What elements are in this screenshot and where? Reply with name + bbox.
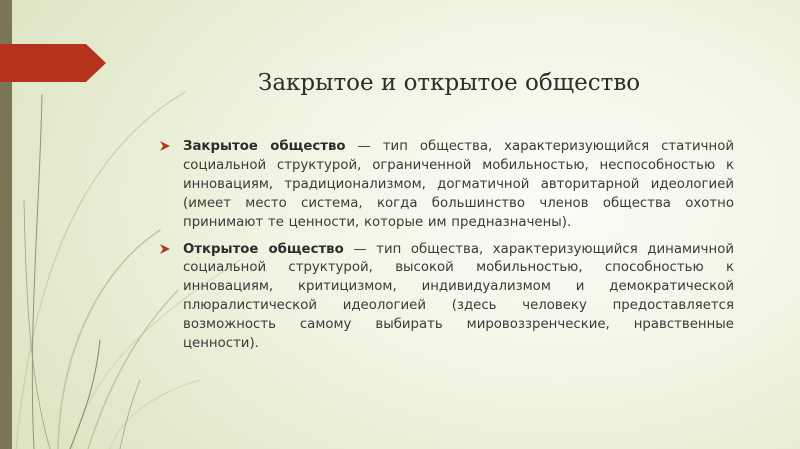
open-society-term: Открытое общество bbox=[183, 241, 344, 257]
slide-title: Закрытое и открытое общество bbox=[258, 70, 641, 96]
list-item-open-society bbox=[160, 241, 734, 354]
closed-society-paragraph bbox=[183, 138, 734, 233]
red-pennant-icon bbox=[0, 44, 106, 82]
open-society-paragraph bbox=[183, 241, 734, 354]
arrow-bullet-icon bbox=[160, 244, 170, 254]
closed-society-term: Закрытое общество bbox=[183, 139, 346, 154]
content-list bbox=[160, 138, 734, 362]
open-society-definition: — тип общества, характеризующийся динамичной социальной структурой, высокой мобильностью, способностью к инновациям, критицизмом, индивидуализмом и демократической плюралистической идеологией (здесь человеку предоставляется возможность самому выбирать мировоззренческие, нравственные ценности). bbox=[183, 241, 734, 352]
arrow-bullet-icon bbox=[160, 141, 170, 151]
closed-society-definition: — тип общества, характеризующийся статичной социальной структурой, ограниченной мобильностью, неспособностью к инновациям, традиционализмом, догматичной авторитарной идеологией (имеет место система, когда большинство членов общества охотно принимают те ценности, которые им предназначены). bbox=[183, 139, 734, 230]
list-item-closed-society bbox=[160, 138, 734, 233]
